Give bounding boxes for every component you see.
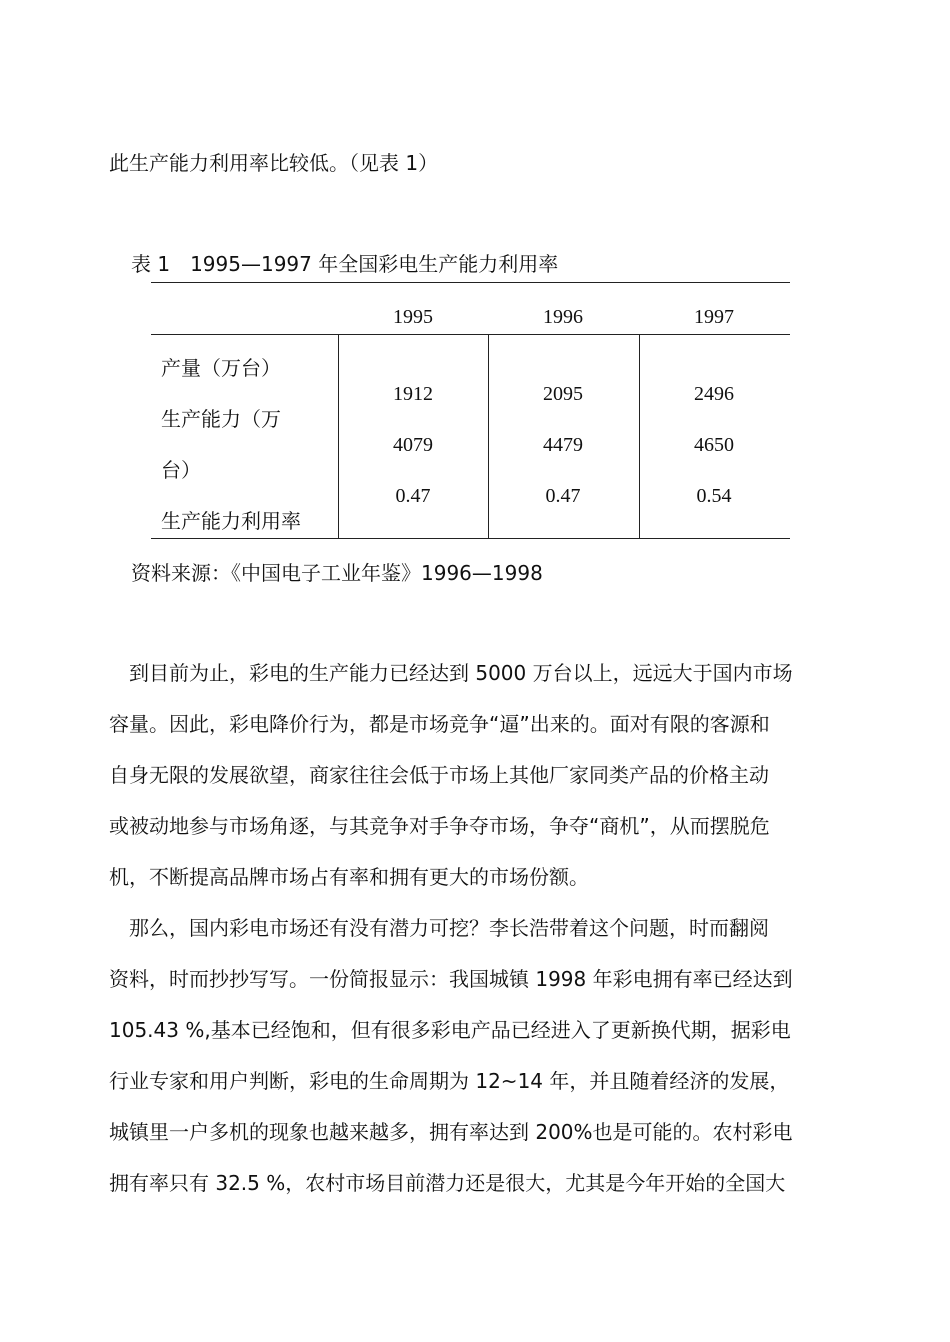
table-cell: 4650: [694, 434, 734, 456]
table-header-rule: [151, 334, 790, 335]
table-bottom-rule: [151, 538, 790, 539]
table-cell: 0.54: [696, 485, 732, 507]
table-cell: 0.47: [395, 485, 431, 507]
paragraph-line: 容量。因此，彩电降价行为，都是市场竞争“逼”出来的。面对有限的客源和: [109, 712, 770, 736]
intro-line: 此生产能力利用率比较低。（见表 1）: [109, 151, 439, 175]
table-row-label: 产量（万台）: [161, 356, 281, 380]
paragraph-line: 拥有率只有 32.5 %，农村市场目前潜力还是很大，尤其是今年开始的全国大: [109, 1171, 786, 1195]
paragraph-line: 行业专家和用户判断，彩电的生命周期为 12~14 年，并且随着经济的发展，: [109, 1069, 790, 1093]
table-header-year: 1996: [543, 306, 583, 328]
table-cell: 2095: [543, 383, 583, 405]
table-row-label: 台）: [161, 458, 201, 482]
table-caption: 表 1 1995—1997 年全国彩电生产能力利用率: [131, 252, 559, 276]
table-cell: 1912: [393, 383, 433, 405]
paragraph-2: [109, 903, 849, 1209]
paragraph-line: 105.43 %,基本已经饱和，但有很多彩电产品已经进入了更新换代期，据彩电: [109, 1018, 791, 1042]
paragraph-line: 或被动地参与市场角逐，与其竞争对手争夺市场，争夺“商机”，从而摆脱危: [109, 814, 770, 838]
paragraph-line: 那么，国内彩电市场还有没有潜力可挖？李长浩带着这个问题，时而翻阅: [109, 916, 769, 940]
paragraph-line: 资料，时而抄抄写写。一份简报显示：我国城镇 1998 年彩电拥有率已经达到: [109, 967, 793, 991]
table-source-note: 资料来源：《中国电子工业年鉴》1996—1998: [131, 561, 543, 585]
table-cell: 2496: [694, 383, 734, 405]
table-cell: 4479: [543, 434, 583, 456]
paragraph-line: 到目前为止，彩电的生产能力已经达到 5000 万台以上，远远大于国内市场: [109, 661, 793, 685]
paragraph-line: 城镇里一户多机的现象也越来越多，拥有率达到 200%也是可能的。农村彩电: [109, 1120, 793, 1144]
paragraph-1: [109, 648, 849, 903]
table-cell: 0.47: [545, 485, 581, 507]
table-row-label: 生产能力（万: [161, 407, 281, 431]
paragraph-line: 机，不断提高品牌市场占有率和拥有更大的市场份额。: [109, 865, 589, 889]
table-header-year: 1997: [694, 306, 734, 328]
table-row-label: 生产能力利用率: [161, 509, 301, 533]
paragraph-line: 自身无限的发展欲望，商家往往会低于市场上其他厂家同类产品的价格主动: [109, 763, 769, 787]
table-top-rule: [151, 282, 790, 283]
table-header-year: 1995: [393, 306, 433, 328]
table-cell: 4079: [393, 434, 433, 456]
